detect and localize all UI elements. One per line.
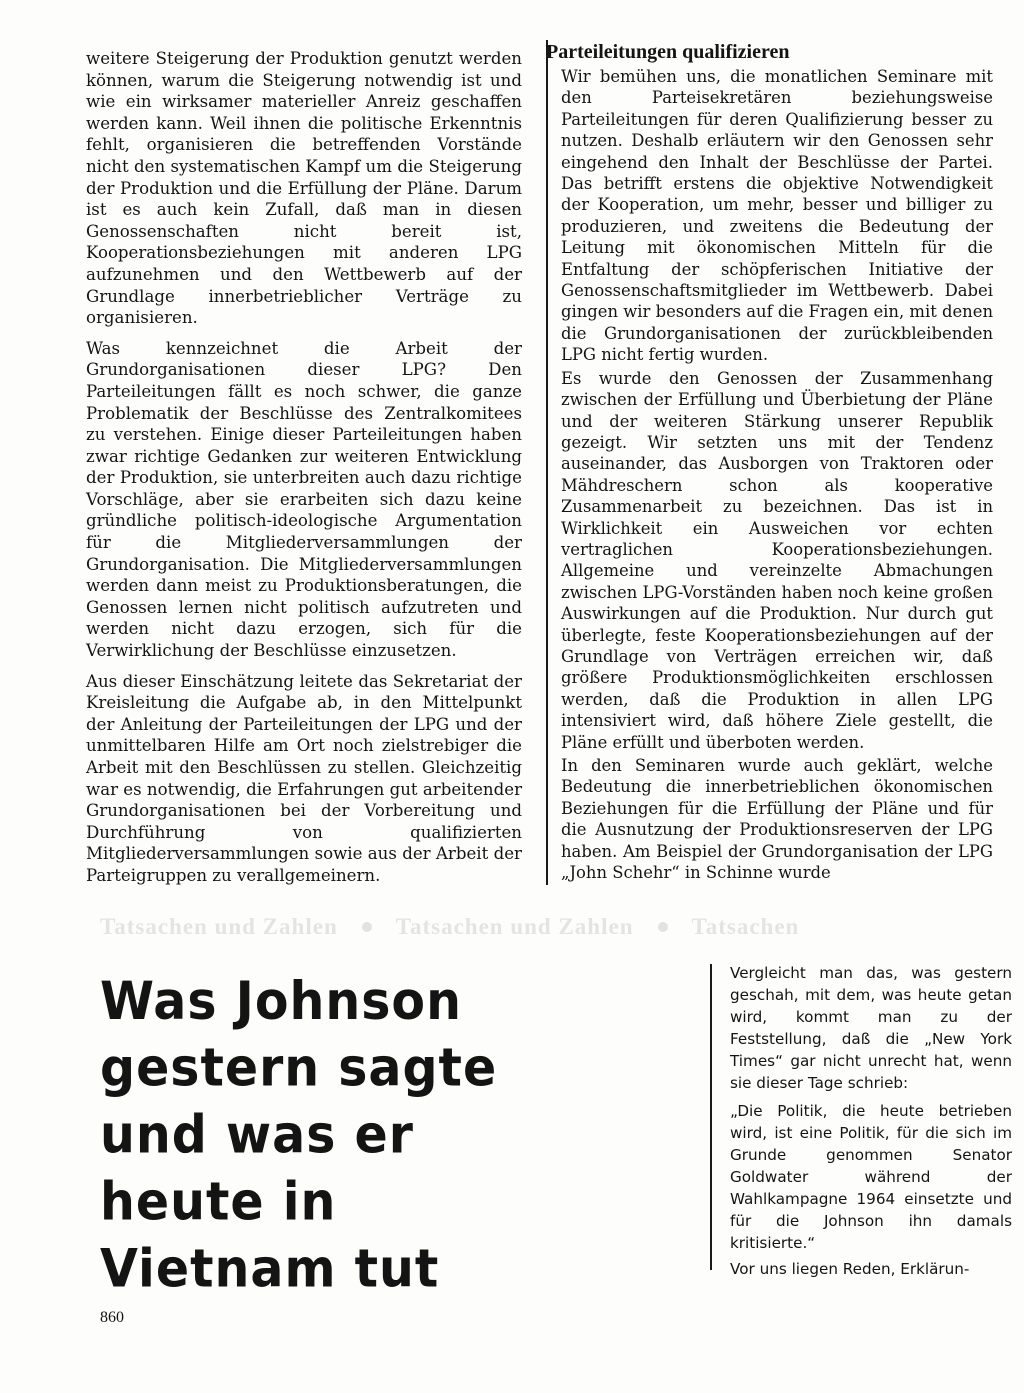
right-paragraph-2: Es wurde den Genossen der Zusammenhang zwischen der Erfüllung und Überbietung der Pläne und der weiteren Stärkung unserer Republik gezeigt. Wir setzten uns mit der Tendenz auseinander, das Ausborgen von Traktoren oder Mähdreschern schon als kooperative Zusammenarbeit zu bezeichnen. Das ist in Wirklichkeit ein Ausweichen vor echten vertraglichen Kooperationsbeziehungen. Allgemeine und vereinzelte Abmachungen zwischen LPG-Vorständen haben noch keine großen Auswirkungen auf die Produktion. Nur durch gut überlegte, feste Kooperationsbeziehungen auf der Grundlage von Verträgen erreichen wir, daß größere Produktionsmöglichkeiten erschlossen werden, daß die Produktion in allen LPG intensiviert wird, daß höhere Ziele gestellt, die Pläne erfüllt und überboten werden. xyxy=(561,368,993,752)
headline-line: heute in xyxy=(100,1171,337,1233)
bullet-icon xyxy=(658,922,668,932)
left-paragraph-2: Was kennzeichnet die Arbeit der Grundorganisationen dieser LPG? Den Parteileitungen fällt es noch schwer, die ganze Problematik der Beschlüsse des Zentralkomitees zu verstehen. Einige dieser Parteileitungen haben zwar richtige Gedanken zur weiteren Entwicklung der Produktion, sie unterbreiten auch dazu richtige Vorschläge, aber sie erarbeiten sich dazu keine gründliche politisch-ideologische Argumentation für die Mitgliederversammlungen der Grundorganisation. Die Mitgliederversammlungen werden dann meist zu Produktionsberatungen, die Genossen lernen nicht politisch aufzutreten und werden nicht dazu erzogen, sich für die Verwirklichung der Beschlüsse einzusetzen. xyxy=(86,338,522,661)
left-text-column xyxy=(86,48,522,896)
sidebar-quote: „Die Politik, die heute betrieben wird, ist eine Politik, für die sich im Grunde genommen Senator Goldwater während der Wahlkampagne 1964 einsetzte und für die Johnson ihn damals kritisierte.“ xyxy=(730,1102,1012,1252)
headline-line: Was Johnson xyxy=(100,970,462,1032)
section-heading: Parteileitungen qualifizieren xyxy=(546,41,790,63)
right-paragraph-3: In den Seminaren wurde auch geklärt, welche Bedeutung die innerbetrieblichen ökonomischen Beziehungen für die Erfüllung der Pläne und für die Ausnutzung der Produktionsreserven der LPG haben. Am Beispiel der Grundorganisation der LPG „John Schehr“ in Schinne wurde xyxy=(561,756,993,883)
left-paragraph-3: Aus dieser Einschätzung leitete das Sekretariat der Kreisleitung die Aufgabe ab, in den Mittelpunkt der Anleitung der Parteileitungen der LPG und der unmittelbaren Hilfe am Ort noch zielstrebiger die Arbeit mit den Beschlüssen zu stellen. Gleichzeitig war es notwendig, die Erfahrungen gut arbeitender Grundorganisationen bei der Vorbereitung und Durchführung von qualifizierten Mitgliederversammlungen sowie aus der Arbeit der Parteigruppen zu verallgemeinern. xyxy=(86,671,522,885)
right-text-column xyxy=(561,66,993,885)
sidebar-divider xyxy=(710,964,712,1270)
column-divider xyxy=(546,40,548,885)
headline-line: und was er xyxy=(100,1104,414,1166)
sidebar-paragraph-1: Vergleicht man das, was gestern geschah, mit dem, was heute getan wird, kommt man zu der Feststellung, daß die „New York Times“ gar nicht unrecht hat, wenn sie dieser Tage schrieb: xyxy=(730,964,1012,1092)
headline-line: gestern sagte xyxy=(100,1037,498,1099)
right-paragraph-1: Wir bemühen uns, die monatlichen Seminare mit den Parteisekretären beziehungsweise Parteileitungen für deren Qualifizierung besser zu nutzen. Deshalb erläutern wir den Genossen sehr eingehend den Inhalt der Beschlüsse der Partei. Das betrifft erstens die objektive Notwendigkeit der Kooperation, um mehr, besser und billiger zu produzieren, und zweitens die Bedeutung der Leitung mit ökonomischen Mitteln für die Entfaltung der schöpferischen Initiative der Genossenschaftsmitglieder im Wettbewerb. Dabei gingen wir besonders auf die Fragen ein, mit denen die Grundorganisationen der zurückbleibenden LPG nicht fertig wurden. xyxy=(561,67,993,365)
left-paragraph-1: weitere Steigerung der Produktion genutzt werden können, warum die Steigerung notwendig ist und wie ein wirksamer materieller Anreiz geschaffen werden kann. Weil ihnen die politische Erkenntnis fehlt, organisieren die betreffenden Vorstände nicht den systematischen Kampf um die Steigerung der Produktion und die Erfüllung der Pläne. Darum ist es auch kein Zufall, daß man in diesen Genossenschaften nicht bereit ist, Kooperationsbeziehungen mit anderen LPG aufzunehmen und den Wettbewerb auf der Grundlage innerbetrieblicher Verträge zu organisieren. xyxy=(86,49,522,328)
sidebar-paragraph-2: Vor uns liegen Reden, Erklärun- xyxy=(730,1260,970,1278)
banner-segment: Tatsachen und Zahlen xyxy=(395,914,634,939)
page-number: 860 xyxy=(100,1309,124,1326)
bullet-icon xyxy=(362,922,372,932)
sidebar-article xyxy=(730,962,1012,1284)
banner-segment: Tatsachen xyxy=(691,914,800,939)
headline-line: Vietnam tut xyxy=(100,1238,440,1300)
banner-segment: Tatsachen und Zahlen xyxy=(100,914,338,939)
section-banner xyxy=(100,912,1010,942)
article-headline xyxy=(100,968,600,1303)
